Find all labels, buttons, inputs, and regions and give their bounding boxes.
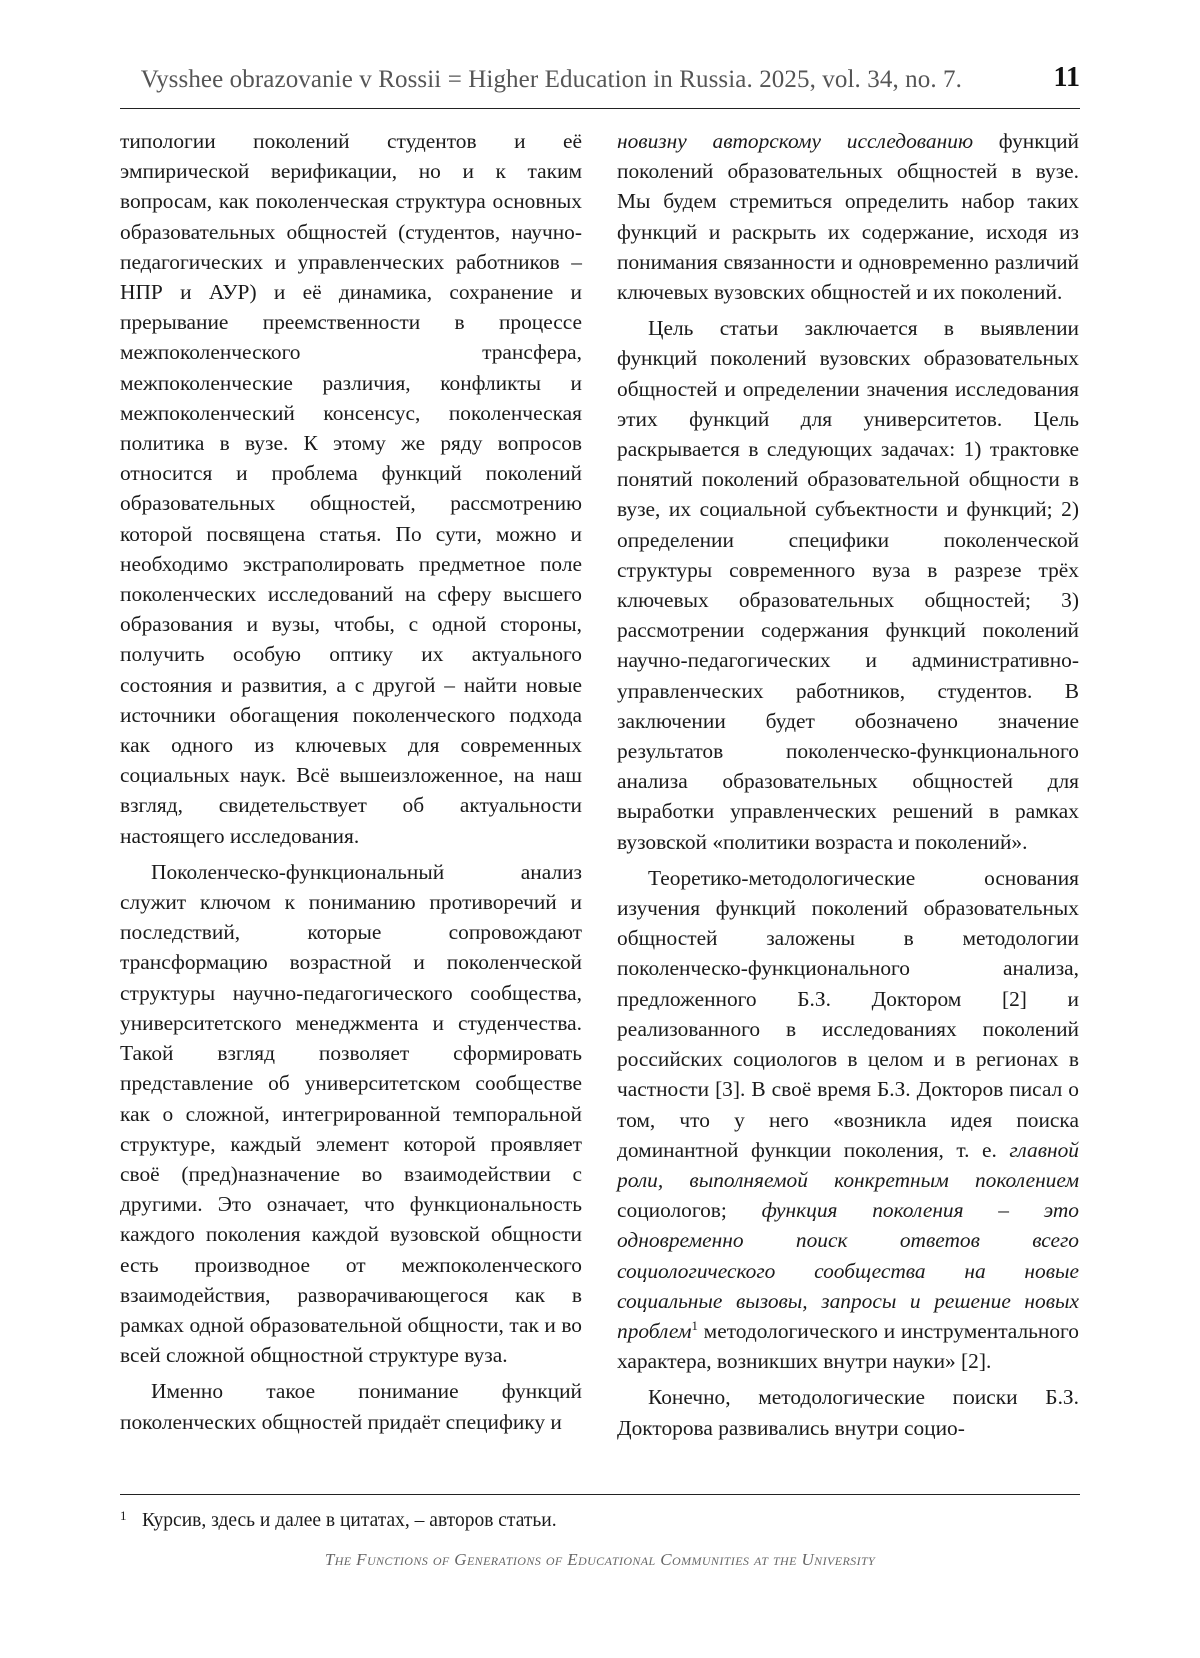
journal-title: Vysshee obrazovanie v Rossii = Higher Education in Russia. 2025, vol. 34, no. 7.	[140, 66, 962, 93]
paragraph	[120, 857, 582, 1370]
right-column	[617, 126, 1079, 1443]
text-run: главной роли, выполняемой конкретным поколением	[617, 1137, 1079, 1192]
footnote-marker: 1	[120, 1508, 127, 1523]
text-run: Именно такое понимание функций поколенческих общностей придаёт специфику и	[120, 1379, 582, 1434]
text-run: новизну авторскому исследованию	[617, 129, 974, 153]
text-run: Конечно, методологические поиски Б.З. Докторова развивались внутри социо-	[617, 1385, 1079, 1440]
text-run: функция поколения – это одновременно поиск ответов всего социологического сообщества на новые социальные вызовы, запросы и решение новых проблем	[617, 1198, 1079, 1343]
text-run: социологов;	[617, 1198, 762, 1223]
paragraph	[617, 863, 1079, 1376]
text-run: типологии поколений студентов и её эмпирической верификации, но и к таким вопросам, как поколенческая структура основных образовательных общностей (студентов, научно-педагогических и управленческих работников – НПР и АУР) и её динамика, сохранение и прерывание преемственности в процессе межпоколенческого трансфера, межпоколенческие различия, конфликты и межпоколенческий консенсус, поколенческая политика в вузе. К этому же ряду вопросов относится и проблема функций поколений образовательных общностей, рассмотрению которой посвящена статья. По сути, можно и необходимо экстраполировать предметное поле поколенческих исследований на сферу высшего образования и вузы, чтобы, с одной стороны, получить особую оптику их актуального состояния и развития, а с другой – найти новые источники обогащения поколенческого подхода как одного из ключевых для современных социальных наук. Всё вышеизложенное, на наш взгляд, свидетельствует об актуальности настоящего исследования.	[120, 129, 582, 848]
paragraph	[617, 313, 1079, 857]
body-columns	[120, 126, 1080, 1443]
left-column	[120, 126, 582, 1443]
text-run: Поколенческо-функциональный анализ служит ключом к пониманию противоречий и последствий, которые сопровождают трансформацию возрастной и поколенческой структуры научно-педагогического сообщества, университетского менеджмента и студенчества. Такой взгляд позволяет сформировать представление об университетском сообществе как о сложной, интегрированной темпоральной структуре, каждый элемент которой проявляет своё (пред)назначение во взаимодействии с другими. Это означает, что функциональность каждого поколения каждой вузовской общности есть производное от межпоколенческого взаимодействия, разворачивающегося как в рамках одной образовательной общности, так и во всей сложной общностной структуре вуза.	[120, 859, 582, 1368]
text-run: Цель статьи заключается в выявлении функций поколений вузовских образовательных общностей и определении значения исследования этих функций для университетов. Цель раскрывается в следующих задачах: 1) трактовке понятий поколений образовательной общности в вузе, их социальной субъектности и функций; 2) определении специфики поколенческой структуры современного вуза в разрезе трёх ключевых образовательных общностей; 3) рассмотрении содержания функций поколений научно-педагогических и административно-управленческих работников, студентов. В заключении будет обозначено значение результатов поколенческо-функционального анализа образовательных общностей для выработки управленческих решений в рамках вузовской «политики возраста и поколений».	[617, 316, 1079, 854]
running-header	[120, 60, 1080, 109]
page-number: 11	[1053, 62, 1080, 93]
footnote-reference: 1	[691, 1318, 698, 1333]
paragraph	[120, 126, 582, 851]
text-run: методологического и инструментального характера, возникших внутри науки» [2].	[617, 1318, 1079, 1374]
paragraph	[617, 1382, 1079, 1442]
footnote	[120, 1503, 1080, 1534]
footnote-text: Курсив, здесь и далее в цитатах, – авторов статьи.	[142, 1510, 557, 1531]
paragraph	[617, 126, 1079, 307]
paragraph	[120, 1376, 582, 1436]
text-run: функций поколений образовательных общностей в вузе. Мы будем стремиться определить набор таких функций и раскрыть их содержание, исходя из понимания связанности и одновременно различий ключевых вузовских общностей и их поколений.	[617, 129, 1079, 305]
text-run: Теоретико-методологические основания изучения функций поколений образовательных общностей заложены в методологии поколенческо-функционального анализа, предложенного Б.З. Доктором [2] и реализованного в исследованиях поколений российских социологов в целом и в регионах в частности [3]. В своё время Б.З. Докторов писал о том, что у него «возникла идея поиска доминантной функции поколения, т. е.	[617, 865, 1079, 1162]
footnote-rule	[120, 1494, 1080, 1495]
running-footer-title: The Functions of Generations of Educational Communities at the University	[324, 1550, 876, 1569]
